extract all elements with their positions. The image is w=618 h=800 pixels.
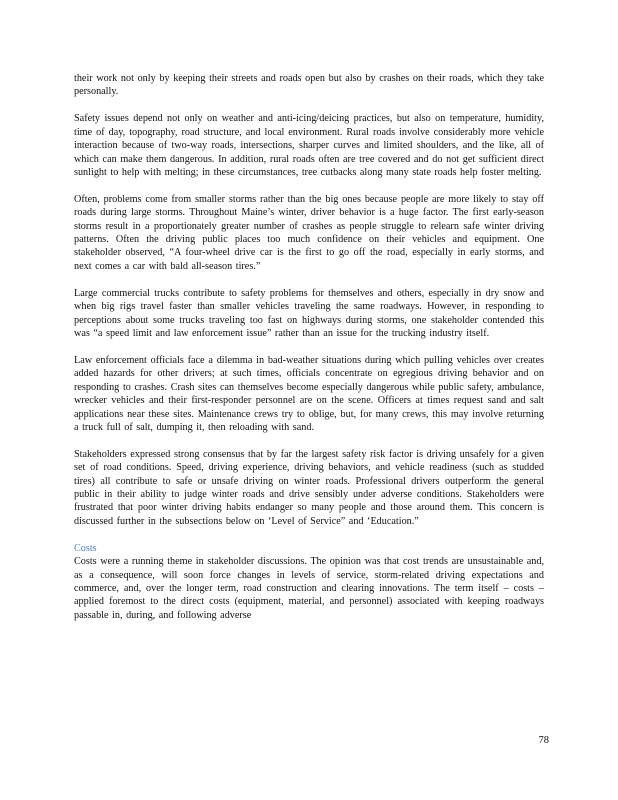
paragraph-continuation: their work not only by keeping their streets and roads open but also by crashes on their roads, which they take personally. [74, 73, 544, 98]
paragraph-stakeholders: Stakeholders expressed strong consensus that by far the largest safety risk factor is driving unsafely for a given set of road conditions. Speed, driving experience, driving behaviors, and vehicle readiness (such as studded tires) all contribute to safe or unsafe driving on winter roads. Professional drivers outperform the general public in their ability to judge winter roads and drive sensibly under adverse conditions. Stakeholders were frustrated that poor winter driving habits endanger so many people and those around them. This concern is discussed further in the subsections below on ‘Level of Service” and ‘Education.” [74, 448, 544, 527]
paragraph-costs: Costs were a running theme in stakeholder discussions. The opinion was that cost trends are unsustainable and, as a consequence, will soon force changes in levels of service, storm-related driving expectations and commerce, and, over the longer term, road construction and clearing innovations. The term itself – costs – applied foremost to the direct costs (equipment, material, and personnel) associated with keeping roadways passable in, during, and following adverse [74, 556, 544, 621]
body-text [74, 72, 544, 636]
page-number: 78 [538, 735, 549, 746]
paragraph-law-enforcement: Law enforcement officials face a dilemma in bad-weather situations during which pulling vehicles over creates added hazards for other drivers; at such times, officials concentrate on egregious driving behavior and on responding to crashes. Crash sites can themselves become especially dangerous while public safety, ambulance, wrecker vehicles and their first-responder personnel are on the scene. Officers at times request sand and salt applications near these sites. Maintenance crews try to oblige, but, for many crews, this may involve returning a truck full of salt, dumping it, then reloading with sand. [74, 354, 544, 433]
paragraph-safety-issues: Safety issues depend not only on weather and anti-icing/deicing practices, but also on temperature, humidity, time of day, topography, road structure, and local environment. Rural roads involve considerably more vehicle interaction because of two-way roads, intersections, sharper curves and limited shoulders, and the like, all of which can make them dangerous. In addition, rural roads often are tree covered and do not get sufficient direct sunlight to help with melting; in these circumstances, tree cutbacks along many state roads help foster melting. [74, 113, 544, 178]
paragraph-smaller-storms: Often, problems come from smaller storms rather than the big ones because people are more likely to stay off roads during large storms. Throughout Maine’s winter, driver behavior is a huge factor. The first early-season storms result in a proportionately greater number of crashes as people struggle to relearn safe winter driving patterns. Often the driving public places too much confidence on their vehicles and equipment. One stakeholder observed, “A four-wheel drive car is the first to go off the road, especially in early storms, and next comes a car with bald all-season tires.” [74, 193, 544, 272]
section-heading-costs: Costs [74, 542, 97, 554]
paragraph-commercial-trucks: Large commercial trucks contribute to safety problems for themselves and others, especially in dry snow and when big rigs travel faster than smaller vehicles traveling the same roadways. However, in responding to perceptions about some trucks traveling too fast on highways during storms, one stakeholder contended this was “a speed limit and law enforcement issue” rather than an issue for the trucking industry itself. [74, 287, 544, 339]
